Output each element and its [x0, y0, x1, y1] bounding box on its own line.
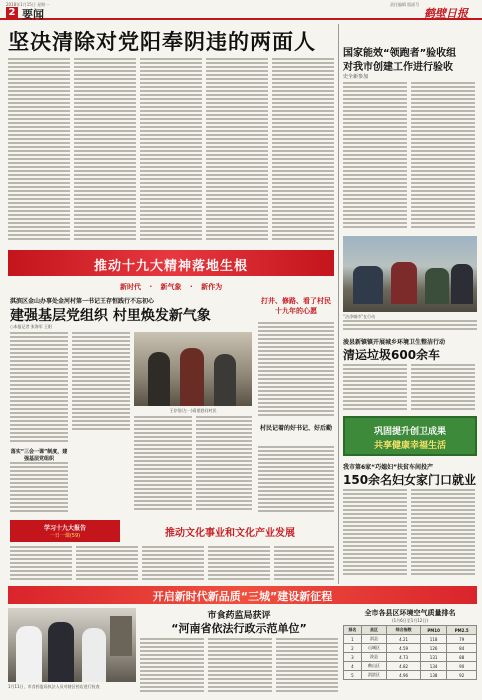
table-header-cell: 排名 — [344, 626, 362, 635]
feature-subheading: 落实“三会一课”制度，建强基层党组织 — [10, 449, 68, 462]
table-cell: 4.73 — [387, 653, 421, 662]
newspaper-logo: 鹤壁日报 — [424, 7, 468, 20]
side-subhead: 史全新参加 — [343, 74, 369, 80]
table-cell: 79 — [447, 635, 477, 644]
tagline-item: 新时代 — [120, 283, 141, 291]
side-body-col-2 — [411, 82, 475, 232]
feature-body-col-3 — [134, 416, 192, 514]
table-cell: 126 — [420, 644, 447, 653]
table-cell: 4 — [344, 662, 362, 671]
culture-body-col-3 — [142, 546, 204, 582]
banner-three-cities-text: 开启新时代新品质“三城”建设新征程 — [152, 590, 333, 603]
jobs-body-col-1 — [343, 489, 407, 579]
table-header-cell: 综合指数 — [387, 626, 421, 635]
pull-quote-1: 打井、修路、看了村民十九年的心愿 — [261, 297, 331, 315]
table-row — [344, 671, 477, 680]
inspection-photo — [8, 608, 136, 682]
lead-body-col-2 — [74, 58, 136, 246]
slogan-line-2: 共享健康幸福生活 — [373, 441, 446, 451]
table-cell: 淇县 — [361, 635, 387, 644]
bureau-body-col-3 — [276, 638, 338, 696]
table-cell: 鹤山区 — [361, 662, 387, 671]
waste-body-col-1 — [343, 364, 407, 412]
feature-body-col-6 — [258, 446, 334, 514]
feature-kicker: 淇滨区金山办事处金河村第一书记王存恒践行不忘初心 — [10, 298, 155, 305]
waste-body-col-2 — [411, 364, 475, 412]
feature-body-col-1 — [10, 332, 68, 444]
study-box-line-2: 一日一课(59) — [49, 533, 81, 539]
jobs-body-col-2 — [411, 489, 475, 579]
table-cell: 淇滨区 — [361, 671, 387, 680]
tagline: 新时代 · 新气象 · 新作为 — [120, 283, 223, 291]
banner-culture — [126, 520, 334, 542]
table-cell: 134 — [420, 662, 447, 671]
table-header-cell: PM10 — [420, 626, 447, 635]
waste-headline-kicker: 浚县新镇镇开展城乡环境卫生整洁行动 — [343, 339, 446, 346]
air-quality-subtitle: (1月6日至1月12日) — [392, 618, 428, 623]
feature-photo — [134, 332, 252, 406]
lead-body-col-4 — [206, 58, 268, 246]
table-header-cell: PM2.5 — [447, 626, 477, 635]
banner-spirit — [8, 250, 334, 276]
feature-body-col-1b — [10, 462, 68, 514]
side-headline-2: 对我市创建工作进行验收 — [343, 62, 453, 73]
feature-body-col-2 — [72, 332, 130, 432]
feature-body-col-5 — [258, 322, 334, 418]
table-row — [344, 635, 477, 644]
page-number: 2 — [6, 7, 18, 19]
bureau-headline: “河南省依法行政示范单位” — [171, 622, 307, 635]
bureau-kicker: 市食药监局获评 — [207, 611, 271, 621]
table-row — [344, 662, 477, 671]
air-quality-box — [343, 608, 477, 696]
lead-body-col-3 — [140, 58, 202, 246]
banner-culture-text: 推动文化事业和文化产业发展 — [165, 528, 295, 539]
table-cell: 4.82 — [387, 662, 421, 671]
bureau-body-col-1 — [140, 638, 204, 696]
air-quality-title: 全市各县区环境空气质量排名 — [364, 609, 456, 617]
jobs-headline: 150余名妇女家门口就业 — [343, 473, 477, 487]
feature-body-col-4 — [196, 416, 252, 514]
table-cell: 4.59 — [387, 644, 421, 653]
banner-three-cities — [8, 586, 477, 604]
column-divider — [338, 24, 339, 584]
table-cell: 4.96 — [387, 671, 421, 680]
banner-spirit-text: 推动十九大精神落地生根 — [93, 259, 248, 274]
feature-photo-caption: 王存恒(左一)看望慰问村民 — [169, 408, 217, 413]
tagline-item: 新气象 — [160, 283, 182, 291]
feature-byline: ○本报记者 张海军 王阳 — [10, 324, 53, 329]
culture-body-col-2 — [76, 546, 138, 582]
market-caption-body — [343, 320, 477, 332]
table-cell: 92 — [447, 671, 477, 680]
table-cell: 山城区 — [361, 644, 387, 653]
lead-body-col-1 — [8, 58, 70, 246]
side-body-col-1 — [343, 82, 407, 232]
table-cell: 84 — [447, 644, 477, 653]
table-row — [344, 644, 477, 653]
slogan-line-1: 巩固提升创卫成果 — [373, 427, 446, 437]
study-box-line-1: 学习十九大报告 — [43, 525, 86, 532]
table-cell: 131 — [420, 653, 447, 662]
lead-body-col-5 — [272, 58, 334, 246]
table-cell: 118 — [420, 635, 447, 644]
side-headline-1: 国家能效“领跑者”验收组 — [343, 48, 457, 59]
lead-headline: 坚决清除对党阳奉阴违的两面人 — [8, 29, 316, 54]
market-photo-caption: “洁净城市”在行动 — [343, 314, 376, 319]
market-photo — [343, 236, 477, 312]
table-cell: 4.21 — [387, 635, 421, 644]
feature-headline: 建强基层党组织 村里焕发新气象 — [10, 308, 211, 324]
masthead — [0, 0, 482, 20]
bureau-body-col-2 — [208, 638, 272, 696]
tagline-item: 新作为 — [201, 283, 223, 291]
table-cell: 2 — [344, 644, 362, 653]
air-quality-table — [343, 625, 477, 680]
table-cell: 3 — [344, 653, 362, 662]
table-cell: 138 — [420, 671, 447, 680]
date-line: 2018年1月15日 星期一 — [6, 2, 50, 7]
table-cell: 1 — [344, 635, 362, 644]
table-cell: 5 — [344, 671, 362, 680]
slogan-box — [343, 416, 477, 456]
inspection-photo-caption: 1月11日，市食药监局执法人员对辖区药店进行检查 — [8, 684, 100, 689]
jobs-headline-kicker: 我市第6家“巧媳妇”扶贫车间投产 — [343, 464, 434, 471]
table-cell: 90 — [447, 662, 477, 671]
table-cell: 88 — [447, 653, 477, 662]
table-header-row — [344, 626, 477, 635]
table-header-cell: 县区 — [361, 626, 387, 635]
study-box — [10, 520, 120, 542]
culture-body-col-5 — [274, 546, 334, 582]
table-row — [344, 653, 477, 662]
pull-quote-2: 村民记着的好书记、好后勤 — [259, 425, 332, 432]
culture-body-col-1 — [10, 546, 72, 582]
waste-headline: 清运垃圾600余车 — [343, 348, 441, 362]
culture-body-col-4 — [208, 546, 270, 582]
table-cell: 浚县 — [361, 653, 387, 662]
section-title: 要闻 — [22, 8, 44, 21]
right-line: 责任编辑 版面号 — [390, 2, 420, 7]
